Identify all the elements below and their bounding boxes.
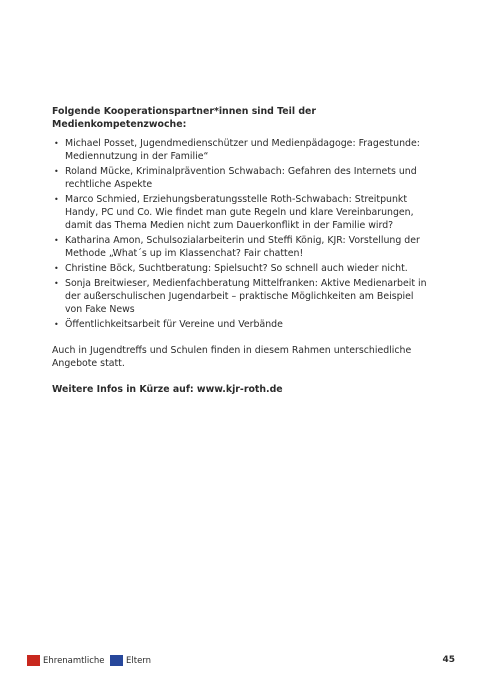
list-item: • Sonja Breitwieser, Medienfachberatung Mittelfranken: Aktive Medienarbeit in der außerschulischen Jugendarbeit – praktische Möglichkeiten am Beispiel von Fake News bbox=[52, 277, 432, 316]
list-item: • Öffentlichkeitsarbeit für Vereine und Verbände bbox=[52, 318, 432, 331]
main-content bbox=[52, 105, 432, 396]
info-paragraph: Auch in Jugendtreffs und Schulen finden in diesem Rahmen unterschiedliche Angebote statt. bbox=[52, 345, 412, 369]
page-number: 45 bbox=[442, 655, 455, 665]
legend-label: Ehrenamtliche bbox=[43, 655, 105, 666]
section-heading: Folgende Kooperationspartner*innen sind Teil der Medienkompetenzwoche: bbox=[52, 106, 317, 130]
list-item: • Roland Mücke, Kriminalprävention Schwabach: Gefahren des Internets und rechtliche Aspekte bbox=[52, 165, 432, 191]
legend-swatch-blue bbox=[110, 655, 123, 666]
list-item: • Michael Posset, Jugendmedienschützer und Medienpädagoge: Fragestunde: Mediennutzung in der Familie“ bbox=[52, 137, 432, 163]
legend-swatch-red bbox=[27, 655, 40, 666]
legend-label: Eltern bbox=[126, 655, 152, 666]
legend-item-eltern bbox=[110, 655, 151, 666]
list-item: • Christine Böck, Suchtberatung: Spielsucht? So schnell auch wieder nicht. bbox=[52, 262, 432, 275]
list-item: • Marco Schmied, Erziehungsberatungsstelle Roth-Schwabach: Streitpunkt Handy, PC und Co. Wie findet man gute Regeln und klare Vereinbarungen, damit das Thema Medien nicht zum Dauerkonflikt in der Familie wird? bbox=[52, 193, 432, 232]
legend-item-ehrenamtliche bbox=[27, 655, 105, 666]
list-item: • Katharina Amon, Schulsozialarbeiterin und Steffi König, KJR: Vorstellung der Methode „What´s up im Klassenchat? Fair chatten! bbox=[52, 234, 432, 260]
partner-list bbox=[52, 137, 432, 331]
more-info-line: Weitere Infos in Kürze auf: www.kjr-roth.de bbox=[52, 384, 283, 395]
page-footer bbox=[27, 655, 455, 669]
